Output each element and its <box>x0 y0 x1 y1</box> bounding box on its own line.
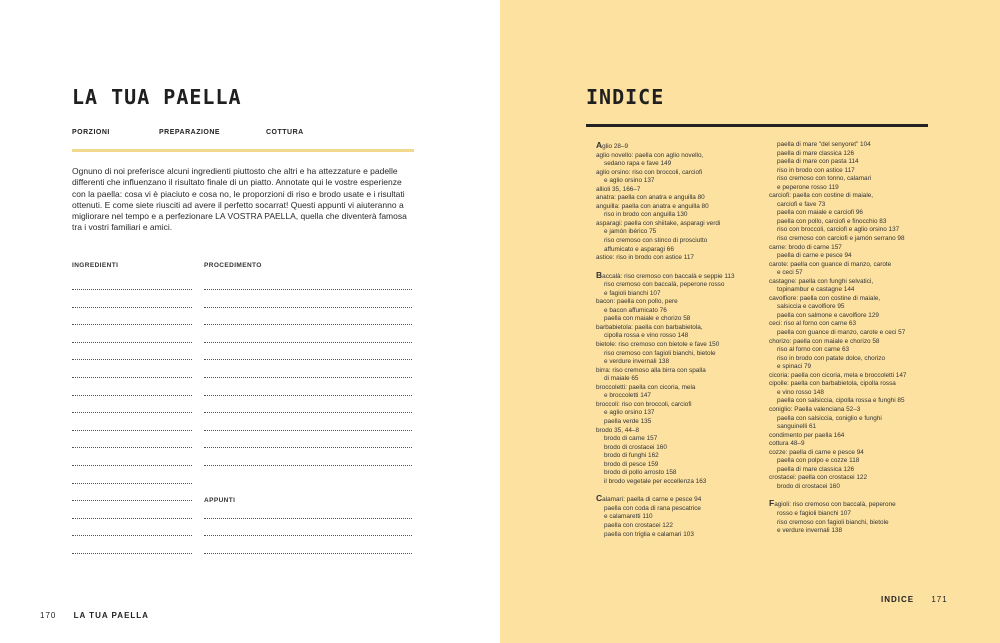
index-entry: ceci: riso al forno con carne 63 <box>769 320 857 328</box>
index-entry: paella di mare classica 126 <box>777 149 855 157</box>
index-entry: e aglio orsino 137 <box>604 409 655 417</box>
writing-line[interactable] <box>72 553 192 554</box>
index-entry: carne: brodo di carne 157 <box>769 243 842 251</box>
writing-line[interactable] <box>72 500 192 501</box>
writing-line[interactable] <box>72 342 192 343</box>
index-entry: allioli 35, 166–7 <box>596 185 641 193</box>
index-entry: paella con maiale e carciofi 96 <box>777 209 863 217</box>
index-entry: cicoria: paella con cicoria, mela e broccoletti 147 <box>769 371 907 379</box>
index-entry: bietole: riso cremoso con bietole e fave 150 <box>596 341 720 349</box>
index-entry: Aglio 28–9 <box>596 140 629 150</box>
index-entry: anguilla: paella con anatra e anguilla 80 <box>596 202 709 210</box>
index-letter: A <box>596 140 603 150</box>
writing-line[interactable] <box>72 359 192 360</box>
index-entry: aglio novello: paella con aglio novello, <box>596 151 704 159</box>
porzioni-label: PORZIONI <box>72 129 110 136</box>
index-entry: riso con broccoli, carciofi e aglio orsino 137 <box>777 226 900 234</box>
index-entry: riso in brodo con patate dolce, chorizo <box>777 354 885 362</box>
running-title: INDICE <box>881 595 915 604</box>
writing-line[interactable] <box>72 307 192 308</box>
index-entry: riso cremoso con fagioli bianchi, bietole <box>777 518 889 526</box>
index-entry: e verdure invernali 138 <box>604 358 670 366</box>
index-letter: F <box>769 498 775 509</box>
writing-line[interactable] <box>204 430 412 431</box>
index-entry: riso al forno con carne 63 <box>777 346 850 354</box>
index-letter: C <box>596 493 603 504</box>
index-entry: Calamari: paella di carne e pesce 94 <box>596 493 702 504</box>
index-entry: coniglio: Paella valenciana 52–3 <box>769 405 861 413</box>
index-entry: castagne: paella con funghi selvatici, <box>769 277 874 285</box>
page-number: 170 <box>40 611 57 620</box>
running-title: LA TUA PAELLA <box>73 611 149 620</box>
index-entry: affumicato e asparagi 66 <box>604 245 674 253</box>
ingredienti-heading: INGREDIENTI <box>72 262 119 269</box>
writing-line[interactable] <box>72 465 192 466</box>
index-entry: paella con crostacei 122 <box>604 521 673 529</box>
index-entry: anatra: paella con anatra e anguilla 80 <box>596 194 705 202</box>
index-entry: brodo di pollo arrosto 158 <box>604 469 677 477</box>
index-entry: e calamaretti 110 <box>604 513 653 521</box>
index-entry: birra: riso cremoso alla birra con spalla <box>596 366 706 374</box>
index-entry: asparagi: paella con shiitake, asparagi verdi <box>596 219 721 227</box>
index-entry: paella di carne e pesce 94 <box>777 252 852 260</box>
index-gap <box>769 491 906 499</box>
index-entry: bacon: paella con pollo, pere <box>596 298 678 306</box>
writing-line[interactable] <box>204 377 412 378</box>
index-entry: paella con salmone e cavolfiore 129 <box>777 311 879 319</box>
index-entry: broccoletti: paella con cicoria, mela <box>596 383 696 391</box>
writing-line[interactable] <box>72 447 192 448</box>
right-page <box>500 0 1000 643</box>
index-entry: broccoli: riso con broccoli, carciofi <box>596 400 692 408</box>
index-entry: crostacei: paella con crostacei 122 <box>769 474 868 482</box>
index-entry: sedano rapa e fave 149 <box>604 160 672 168</box>
recipe-meta-row <box>72 129 412 143</box>
index-entry: aglio orsino: riso con broccoli, carciofi <box>596 168 703 176</box>
index-entry: paella di mare classica 126 <box>777 465 855 473</box>
index-entry: brodo di crostacei 160 <box>604 443 667 451</box>
index-entry: e broccoletti 147 <box>604 392 651 400</box>
index-entry: carciofi e fave 73 <box>777 200 826 208</box>
index-entry: carciofi: paella con costine di maiale, <box>769 192 874 200</box>
writing-line[interactable] <box>204 395 412 396</box>
index-entry: e fagioli bianchi 107 <box>604 289 661 297</box>
writing-line[interactable] <box>204 324 412 325</box>
index-entry: Fagioli: riso cremoso con baccalà, peperone <box>769 498 896 509</box>
index-entry: e spinaci 79 <box>777 363 812 371</box>
index-entry: carote: paella con guance di manzo, carote <box>769 260 892 268</box>
index-gap <box>596 263 735 271</box>
intro-paragraph: Ognuno di noi preferisce alcuni ingredienti piuttosto che altri e ha attezzature e padelle differenti che influenzano il risultato finale di un piatto. Annotate qui le vostre esperienze con la paella: cosa vi è piaciuto e cosa no, le proporzioni di riso e brodo usate e i risultati ottenuti. E come siete riusciti ad avere il perfetto socarrat! Questi appunti vi aiuteranno a migliorare nel tempo e a perfezionare LA VOSTRA PAELLA, quella che diventerà famosa tra i vostri familiari e amici. <box>72 166 407 233</box>
index-entry: e peperone rosso 119 <box>777 183 839 191</box>
index-entry: cipolle: paella con barbabietola, cipolla rossa <box>769 380 896 388</box>
index-entry: brodo di funghi 162 <box>604 452 659 460</box>
index-entry: e vino rosso 148 <box>777 388 824 396</box>
index-entry: paella di mare con pasta 114 <box>777 158 859 166</box>
index-entry: paella con polpo e cozze 118 <box>777 457 860 465</box>
index-letter: B <box>596 269 603 280</box>
index-entry: riso cremoso con stinco di prosciutto <box>604 237 708 245</box>
index-entry: il brodo vegetale per eccellenza 163 <box>604 477 707 485</box>
procedimento-heading: PROCEDIMENTO <box>204 262 262 269</box>
writing-line[interactable] <box>204 342 412 343</box>
index-entry: e ceci 57 <box>777 269 803 277</box>
index-entry: e verdure invernali 138 <box>777 527 843 535</box>
index-entry: paella con salsiccia, coniglio e funghi <box>777 414 882 422</box>
index-entry: riso cremoso con carciofi e jamón serrano 98 <box>777 235 905 243</box>
index-entry: paella con salsiccia, cipolla rossa e funghi 85 <box>777 397 905 405</box>
index-entry: barbabietola: paella con barbabietola, <box>596 323 703 331</box>
page-title: LA TUA PAELLA <box>72 85 242 109</box>
index-column-1 <box>596 141 735 539</box>
index-entry: sanguinelli 61 <box>777 423 817 431</box>
writing-line[interactable] <box>204 359 412 360</box>
writing-line[interactable] <box>72 483 192 484</box>
index-entry: cozze: paella di carne e pesce 94 <box>769 448 864 456</box>
index-entry: paella con guance di manzo, carote e ceci 57 <box>777 329 906 337</box>
index-entry: brodo di crostacei 160 <box>777 482 840 490</box>
index-entry: cipolla rossa e vino rosso 148 <box>604 332 689 340</box>
index-entry: cottura 48–9 <box>769 440 805 448</box>
index-entry: cavolfiore: paella con costine di maiale, <box>769 294 881 302</box>
page-number: 171 <box>931 595 948 604</box>
writing-line[interactable] <box>204 447 412 448</box>
index-entry: brodo 35, 44–8 <box>596 426 639 434</box>
writing-line[interactable] <box>204 465 412 466</box>
index-entry: astice: riso in brodo con astice 117 <box>596 254 694 262</box>
index-title: INDICE <box>586 85 665 109</box>
index-entry: paella con coda di rana pescatrice <box>604 504 701 512</box>
writing-line[interactable] <box>72 535 192 536</box>
index-entry: Baccalà: riso cremoso con baccalà e seppie 113 <box>596 269 735 280</box>
index-entry: salsiccia e cavolfiore 95 <box>777 303 845 311</box>
writing-line[interactable] <box>72 430 192 431</box>
index-entry: riso cremoso con fagioli bianchi, bietole <box>604 349 716 357</box>
writing-line[interactable] <box>204 289 412 290</box>
index-entry: paella con pollo, carciofi e finocchio 83 <box>777 217 887 225</box>
index-entry: e bacon affumicato 76 <box>604 306 667 314</box>
writing-line[interactable] <box>72 377 192 378</box>
index-entry: brodo di carne 157 <box>604 435 658 443</box>
index-entry: rosso e fagioli bianchi 107 <box>777 509 851 517</box>
writing-line[interactable] <box>204 553 412 554</box>
writing-line[interactable] <box>204 518 412 519</box>
index-gap <box>596 486 735 494</box>
index-entry: paella con maiale e chorizo 58 <box>604 315 691 323</box>
writing-line[interactable] <box>72 324 192 325</box>
index-entry: riso in brodo con anguilla 130 <box>604 211 688 219</box>
writing-line[interactable] <box>204 412 412 413</box>
index-entry: riso in brodo con astice 117 <box>777 166 855 174</box>
writing-line[interactable] <box>72 412 192 413</box>
index-entry: brodo di pesce 159 <box>604 460 659 468</box>
index-entry: paella con triglia e calamari 103 <box>604 530 694 538</box>
cottura-label: COTTURA <box>266 129 304 136</box>
writing-line[interactable] <box>204 307 412 308</box>
index-entry: e aglio orsino 137 <box>604 177 655 185</box>
index-entry: topinambur e castagne 144 <box>777 286 855 294</box>
index-column-2 <box>769 141 906 536</box>
writing-line[interactable] <box>72 289 192 290</box>
index-entry: e jamón ibérico 75 <box>604 228 657 236</box>
left-footer <box>40 611 149 620</box>
index-entry: di maiale 65 <box>604 375 639 383</box>
writing-line[interactable] <box>204 535 412 536</box>
yellow-divider <box>72 149 414 152</box>
writing-line[interactable] <box>72 395 192 396</box>
black-divider <box>586 124 928 127</box>
index-entry: riso cremoso con baccalà, peperone rosso <box>604 281 725 289</box>
preparazione-label: PREPARAZIONE <box>159 129 221 136</box>
index-entry: paella di mare "del senyoret" 104 <box>777 141 871 148</box>
writing-line[interactable] <box>72 518 192 519</box>
index-entry: chorizo: paella con maiale e chorizo 58 <box>769 337 880 345</box>
index-entry: riso cremoso con tonno, calamari <box>777 175 872 183</box>
index-entry: condimento per paella 164 <box>769 431 845 439</box>
right-footer <box>881 595 948 604</box>
appunti-heading: APPUNTI <box>204 497 236 504</box>
index-entry: paella verde 135 <box>604 417 652 425</box>
